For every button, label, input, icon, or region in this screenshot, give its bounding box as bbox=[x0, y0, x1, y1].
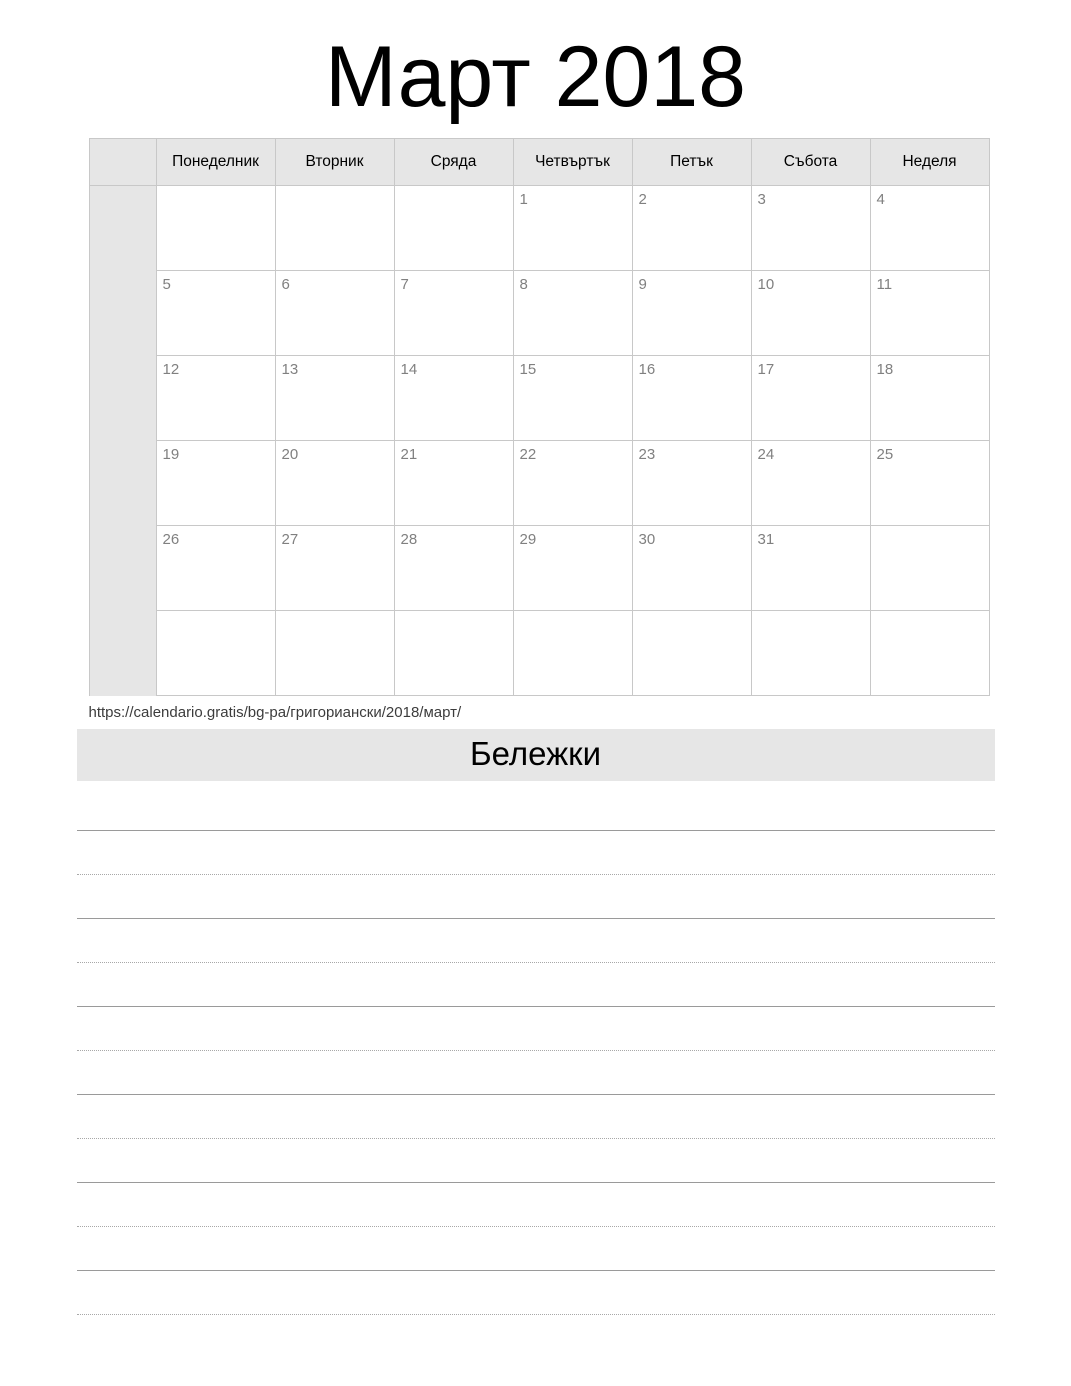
day-number bbox=[871, 526, 989, 532]
day-number: 26 bbox=[162, 531, 180, 548]
day-number bbox=[157, 611, 275, 617]
calendar-side-strip bbox=[89, 186, 156, 271]
day-number: 22 bbox=[519, 446, 537, 463]
day-number: 25 bbox=[876, 446, 894, 463]
calendar-side-strip bbox=[89, 611, 156, 696]
day-cell[interactable] bbox=[275, 611, 394, 696]
note-line[interactable] bbox=[77, 1095, 995, 1139]
weekday-header-saturday: Събота bbox=[751, 139, 870, 186]
day-cell[interactable] bbox=[156, 186, 275, 271]
weekday-header-thursday: Четвъртък bbox=[513, 139, 632, 186]
day-number: 16 bbox=[638, 361, 656, 378]
day-number bbox=[395, 611, 513, 617]
day-cell[interactable] bbox=[870, 356, 989, 441]
day-number: 1 bbox=[519, 191, 528, 208]
day-number: 29 bbox=[519, 531, 537, 548]
calendar-side-strip bbox=[89, 356, 156, 441]
day-cell[interactable] bbox=[394, 526, 513, 611]
day-cell[interactable] bbox=[275, 441, 394, 526]
day-number: 17 bbox=[757, 361, 775, 378]
day-number: 9 bbox=[638, 276, 647, 293]
calendar-week-row bbox=[89, 186, 989, 271]
day-cell[interactable] bbox=[751, 271, 870, 356]
day-cell[interactable] bbox=[275, 526, 394, 611]
day-number: 7 bbox=[400, 276, 409, 293]
calendar-week-row bbox=[89, 441, 989, 526]
day-number: 18 bbox=[876, 361, 894, 378]
note-line[interactable] bbox=[77, 1139, 995, 1183]
day-cell[interactable] bbox=[632, 186, 751, 271]
day-number: 6 bbox=[281, 276, 290, 293]
day-cell[interactable] bbox=[632, 271, 751, 356]
day-cell[interactable] bbox=[870, 611, 989, 696]
day-cell[interactable] bbox=[513, 186, 632, 271]
day-cell[interactable] bbox=[275, 186, 394, 271]
day-cell[interactable] bbox=[870, 526, 989, 611]
calendar-week-row bbox=[89, 611, 989, 696]
day-cell[interactable] bbox=[394, 271, 513, 356]
note-line[interactable] bbox=[77, 787, 995, 831]
day-number: 13 bbox=[281, 361, 299, 378]
weekday-header-wednesday: Сряда bbox=[394, 139, 513, 186]
day-number: 31 bbox=[757, 531, 775, 548]
day-number: 14 bbox=[400, 361, 418, 378]
calendar-side-strip bbox=[89, 441, 156, 526]
day-cell[interactable] bbox=[632, 611, 751, 696]
day-number: 10 bbox=[757, 276, 775, 293]
calendar-corner-cell bbox=[89, 139, 156, 186]
day-number bbox=[514, 611, 632, 617]
day-cell[interactable] bbox=[513, 526, 632, 611]
day-number bbox=[633, 611, 751, 617]
calendar-week-row bbox=[89, 271, 989, 356]
note-line[interactable] bbox=[77, 919, 995, 963]
day-cell[interactable] bbox=[513, 271, 632, 356]
day-number: 30 bbox=[638, 531, 656, 548]
day-cell[interactable] bbox=[513, 356, 632, 441]
weekday-header-sunday: Неделя bbox=[870, 139, 989, 186]
calendar-header-row bbox=[89, 139, 989, 186]
day-cell[interactable] bbox=[156, 526, 275, 611]
note-line[interactable] bbox=[77, 875, 995, 919]
day-number: 28 bbox=[400, 531, 418, 548]
day-number bbox=[871, 611, 989, 617]
day-cell[interactable] bbox=[870, 186, 989, 271]
day-number: 24 bbox=[757, 446, 775, 463]
note-line[interactable] bbox=[77, 1007, 995, 1051]
day-number: 8 bbox=[519, 276, 528, 293]
weekday-header-tuesday: Вторник bbox=[275, 139, 394, 186]
weekday-header-monday: Понеделник bbox=[156, 139, 275, 186]
notes-section bbox=[77, 729, 995, 1315]
day-number: 27 bbox=[281, 531, 299, 548]
note-line[interactable] bbox=[77, 963, 995, 1007]
day-cell[interactable] bbox=[870, 271, 989, 356]
calendar-week-row bbox=[89, 526, 989, 611]
day-number: 23 bbox=[638, 446, 656, 463]
day-cell[interactable] bbox=[513, 441, 632, 526]
day-number: 3 bbox=[757, 191, 766, 208]
day-number: 4 bbox=[876, 191, 885, 208]
day-cell[interactable] bbox=[394, 441, 513, 526]
note-line[interactable] bbox=[77, 1051, 995, 1095]
day-cell[interactable] bbox=[156, 441, 275, 526]
calendar-container bbox=[89, 138, 983, 696]
day-number: 19 bbox=[162, 446, 180, 463]
calendar-side-strip bbox=[89, 526, 156, 611]
note-line[interactable] bbox=[77, 1271, 995, 1315]
day-number bbox=[276, 186, 394, 192]
calendar-side-strip bbox=[89, 271, 156, 356]
note-line[interactable] bbox=[77, 831, 995, 875]
day-cell[interactable] bbox=[632, 526, 751, 611]
day-cell[interactable] bbox=[156, 271, 275, 356]
source-url[interactable]: https://calendario.gratis/bg-pa/григориански/2018/март/ bbox=[88, 704, 462, 721]
day-cell[interactable] bbox=[275, 271, 394, 356]
day-number bbox=[752, 611, 870, 617]
day-number: 2 bbox=[638, 191, 647, 208]
day-cell[interactable] bbox=[394, 186, 513, 271]
day-number: 5 bbox=[162, 276, 171, 293]
day-number bbox=[276, 611, 394, 617]
day-number: 12 bbox=[162, 361, 180, 378]
day-number: 21 bbox=[400, 446, 418, 463]
note-line[interactable] bbox=[77, 1183, 995, 1227]
day-cell[interactable] bbox=[870, 441, 989, 526]
notes-heading: Бележки bbox=[77, 729, 995, 781]
day-cell[interactable] bbox=[632, 356, 751, 441]
day-cell[interactable] bbox=[751, 356, 870, 441]
calendar-week-row bbox=[89, 356, 989, 441]
day-cell[interactable] bbox=[751, 526, 870, 611]
day-cell[interactable] bbox=[156, 611, 275, 696]
day-number: 15 bbox=[519, 361, 537, 378]
day-number: 11 bbox=[876, 276, 893, 293]
weekday-header-friday: Петък bbox=[632, 139, 751, 186]
notes-lines bbox=[77, 781, 995, 1315]
day-number bbox=[395, 186, 513, 192]
day-cell[interactable] bbox=[394, 611, 513, 696]
day-cell[interactable] bbox=[156, 356, 275, 441]
day-cell[interactable] bbox=[513, 611, 632, 696]
calendar-table bbox=[89, 138, 990, 696]
note-line[interactable] bbox=[77, 1227, 995, 1271]
day-cell[interactable] bbox=[394, 356, 513, 441]
day-cell[interactable] bbox=[751, 441, 870, 526]
day-cell[interactable] bbox=[632, 441, 751, 526]
day-cell[interactable] bbox=[751, 611, 870, 696]
day-cell[interactable] bbox=[275, 356, 394, 441]
day-cell[interactable] bbox=[751, 186, 870, 271]
page-title: Март 2018 bbox=[325, 29, 746, 125]
day-number bbox=[157, 186, 275, 192]
day-number: 20 bbox=[281, 446, 299, 463]
